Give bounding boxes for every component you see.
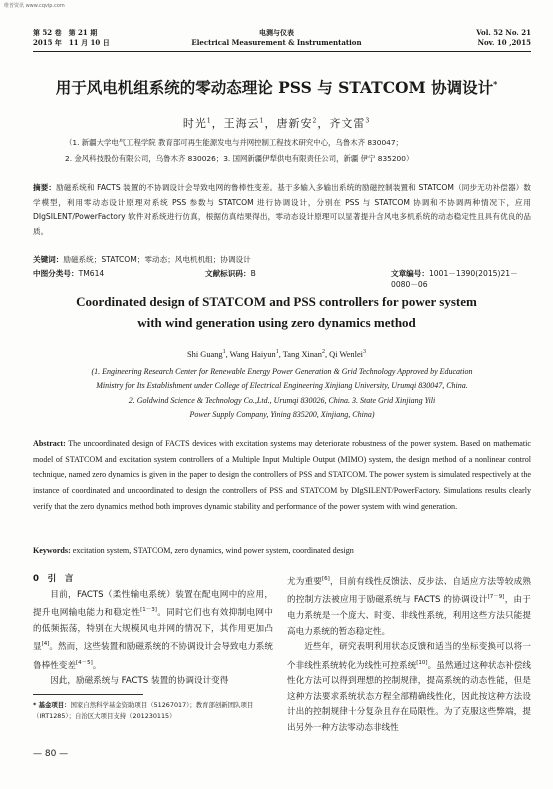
author-sup: 3 — [362, 349, 366, 355]
authors-cn: 时光$^1$，王海云$^1$，唐新安$^2$，齐文雷$^3$ — [182, 117, 371, 130]
affiliation-en-line: Power Supply Company, Yining 835200, Xinjiang, China) — [189, 410, 375, 420]
paper-title-cn — [0, 76, 553, 98]
journal-volume-header-en — [476, 28, 531, 48]
body-paragraph: 因此，励磁系统与 FACTS 装置的协调设计变得 — [50, 676, 229, 687]
body-column-right — [287, 572, 531, 737]
doc-code-label: 文献标识码： — [205, 269, 251, 278]
page-number: — 80 — — [33, 749, 69, 759]
affiliation-cn-2: 2. 金风科技股份有限公司，乌鲁木齐 830026；3. 国网新疆伊犁供电有限责任公司，新疆 伊宁 835200） — [65, 154, 414, 163]
author-cn: 时光 — [182, 117, 207, 130]
affiliation-en-line: (1. Engineering Research Center for Renewable Energy Power Generation & Grid Technology Approved by Education — [91, 367, 473, 376]
body-paragraph — [33, 588, 273, 675]
author-sup: 2 — [312, 117, 318, 125]
author-cn: 唐新安 — [276, 117, 313, 130]
authors-en: Shi Guang$^1$, Wang Haiyun$^1$, Tang Xinan$^2$, Qi Wenlei$^3$ — [187, 349, 366, 359]
paper-title-en-line1: Coordinated design of STATCOM and PSS controllers for power system — [76, 294, 477, 309]
author-cn: 齐文雷 — [329, 117, 366, 130]
affiliation-en-line: Ministry for Its Establishment under College of Electrical Engineering Xinjiang University, Urumqi 830047, China. — [96, 381, 468, 391]
clc-label: 中图分类号： — [33, 269, 79, 278]
doc-code-value: B — [250, 269, 256, 278]
title-footnote-mark: * — [493, 78, 498, 89]
paper-title-en — [0, 291, 553, 333]
affiliation-en — [33, 365, 531, 423]
header-rule — [33, 51, 531, 52]
author-cn: 王海云 — [223, 117, 260, 130]
author-en: Qi Wenlei — [329, 349, 363, 359]
keywords-cn-label: 关键词： — [33, 255, 64, 264]
citation: [4－5] — [75, 659, 93, 666]
abstract-cn-label: 摘要： — [33, 183, 57, 192]
body-text: 。虽然通过这种状态补偿线性化方法可以得到理想的控制规律，提高系统的动态性能，但是这种方法要求系统状态方程全部精确线性化，因此按这种方法设计出的控制规律十分复杂且存在局限性。为了克服这些弊端，提出另外一种方法零动态非线性 — [287, 660, 531, 733]
journal-name-cn: 电测与仪表 — [259, 28, 294, 37]
issue-date-en: Nov. 10 ,2015 — [477, 38, 531, 47]
body-text: 。 — [92, 660, 102, 671]
keywords-en-label: Keywords: — [33, 546, 71, 555]
citation: [10] — [416, 659, 428, 666]
author-sup: 2 — [321, 349, 325, 355]
watermark: 维普资讯 www.cqvip.com — [4, 3, 65, 9]
affiliation-en-line: 2. Goldwind Science & Technology Co.,Ltd., Urumqi 830026, China. 3. State Grid Xinjiang Yili — [128, 395, 436, 405]
body-column-left — [33, 572, 273, 690]
article-no-label: 文章编号： — [391, 269, 429, 278]
body-text: 。同时它们也有效抑制电网中的低频振荡，特别在大规模风电并网的情况下，其作用更加凸显 — [33, 608, 273, 653]
keywords-cn-text: 励磁系统；STATCOM；零动态；风电机机组；协调设计 — [63, 255, 251, 264]
keywords-en-text: excitation system, STATCOM, zero dynamics, wind power system, coordinated design — [72, 546, 354, 555]
section-heading: 0 引 言 — [33, 574, 74, 584]
citation: [1－3] — [140, 607, 157, 614]
paper-title-en-line2: with wind generation using zero dynamics method — [137, 315, 416, 330]
body-text: ，目前有线性反馈法、反步法、自适应方法等较成熟的控制方法被应用于励磁系统与 FACTS 的协调设计 — [287, 576, 531, 606]
funding-footnote — [33, 700, 273, 722]
paper-title-cn-text: 用于风电机组系统的零动态理论 PSS 与 STATCOM 协调设计 — [55, 78, 494, 97]
body-paragraph — [287, 640, 531, 736]
author-en: Wang Haiyun — [229, 349, 276, 359]
citation: [4] — [41, 641, 50, 648]
body-text: 尤为重要 — [287, 576, 322, 587]
author-en: Shi Guang — [187, 349, 223, 359]
abstract-en — [33, 436, 531, 515]
classification-row — [33, 268, 531, 289]
funding-text: 国家自然科学基金资助项目（51267017）；教育部创新团队项目（IRT1285）；自治区大项目支持（201230115） — [33, 701, 254, 720]
journal-name-en: Electrical Measurement & Instrumentation — [191, 38, 362, 47]
author-sup: 1 — [206, 117, 212, 125]
volume-issue: 第 52 卷 第 21 期 — [33, 28, 98, 37]
affiliation-cn-1: （1. 新疆大学电气工程学院 教育部可再生能源发电与并网控制工程技术研究中心，乌鲁木齐 830047； — [65, 138, 403, 147]
abstract-en-label: Abstract: — [33, 439, 66, 448]
issue-date: 2015 年 11 月 10 日 — [33, 38, 110, 47]
author-en: Tang Xinan — [282, 349, 322, 359]
abstract-cn — [33, 181, 531, 239]
author-sup: 3 — [365, 117, 371, 125]
clc-value: TM614 — [78, 269, 105, 278]
author-sup: 1 — [222, 349, 226, 355]
keywords-en — [33, 546, 531, 555]
article-no-value: 1001－1390(2015)21－0080－06 — [391, 269, 518, 289]
citation: [7－9] — [487, 594, 505, 601]
abstract-en-text: The uncoordinated design of FACTS devices with excitation systems may deteriorate robustness of the power system. Based on mathematic model of STATCOM and excitation system controllers of a Multiple Input Multiple Output (MIMO) system, the design method of a nonlinear control technique, named zero dynamics is given in the paper to design the controllers of PSS and STATCOM. The power system is simulated respectively at the instance of coordinated and uncoordinated to design the controllers of PSS and STATCOM by DIgSILENT/PowerFactory. Simulations results clearly verify that the zero dynamics method both improves dynamic stability and performance of the power system with wind generation. — [33, 439, 531, 511]
body-text: 近些年，研究表明利用状态反馈和适当的坐标变换可以将一个非线性系统转化为线性可控系统 — [287, 642, 531, 671]
body-text: 目前，FACTS（柔性输电系统）装置在配电网中的应用，提升电网输电能力和稳定性 — [33, 589, 273, 619]
footnote-rule — [33, 694, 143, 695]
citation: [6] — [322, 576, 330, 582]
volume-issue-en: Vol. 52 No. 21 — [476, 28, 531, 37]
keywords-cn — [33, 254, 531, 265]
body-text: ，由于电力系统是一个庞大、时变、非线性系统，利用这些方法只能提高电力系统的暂态稳定性。 — [287, 595, 531, 637]
body-paragraph — [287, 572, 531, 640]
abstract-cn-text: 励磁系统和 FACTS 装置的不协调设计会导致电网的鲁棒性变差。基于多输入多输出系统的励磁控制装置和 STATCOM（同步无功补偿器）数学模型，利用零动态设计原理对系统 PSS 参数与 STATCOM 进行协调设计，分别在 PSS 与 STATCOM 协调和不协调两种情况下，应用 DIgSILENT/PowerFactory 软件对系统进行仿真，根据仿真结果得出，零动态设计原理可以显著提升含风电多机系统的动态稳定性且具有优良的品质。 — [33, 183, 532, 236]
author-sup: 1 — [275, 349, 279, 355]
author-sup: 1 — [259, 117, 265, 125]
journal-title-header — [0, 28, 553, 48]
funding-label: * 基金项目： — [33, 701, 71, 709]
body-text: 。然而，这些装置和励磁系统的不协调设计会导致电力系统鲁棒性变差 — [33, 642, 273, 671]
